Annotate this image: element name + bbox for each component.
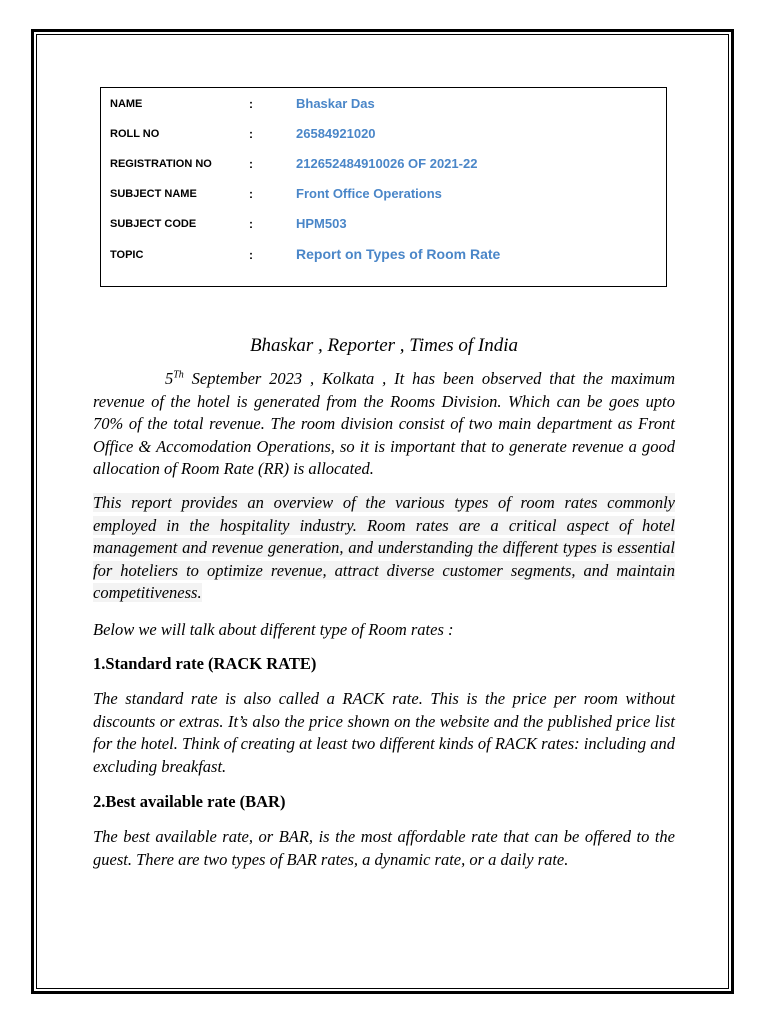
info-colon: : — [249, 127, 253, 141]
info-label: REGISTRATION NO — [110, 158, 212, 170]
student-info-box — [100, 87, 667, 287]
info-label: NAME — [110, 98, 143, 110]
section-heading-rack-rate: 1.Standard rate (RACK RATE) — [93, 654, 317, 673]
info-label: ROLL NO — [110, 128, 160, 140]
info-label: TOPIC — [110, 249, 144, 261]
intro-text: September 2023 , Kolkata , It has been observed that the maximum revenue of the hotel is generated from the Rooms Division. Which can be goes upto 70% of the total revenue. The room division consist of two main department as Front Office & Accomodation Operations, so it is important that to generate revenue a good allocation of Room Rate (RR) is allocated. — [93, 369, 675, 478]
info-row-roll-no — [101, 122, 666, 142]
info-value-subject-name: Front Office Operations — [296, 186, 442, 201]
info-row-subject-code — [101, 212, 666, 232]
intro-day-suffix: Th — [173, 369, 184, 381]
info-value-roll-no: 26584921020 — [296, 126, 376, 141]
info-value-subject-code: HPM503 — [296, 216, 347, 231]
info-colon: : — [249, 97, 253, 111]
intro-paragraph — [93, 368, 675, 481]
info-colon: : — [249, 187, 253, 201]
info-row-topic — [101, 243, 666, 263]
overview-paragraph — [93, 492, 675, 605]
info-value-registration-no: 212652484910026 OF 2021-22 — [296, 156, 478, 171]
intro-day: 5 — [165, 369, 174, 388]
info-row-subject-name — [101, 182, 666, 202]
info-row-name — [101, 92, 666, 112]
info-colon: : — [249, 157, 253, 171]
info-colon: : — [249, 217, 253, 231]
info-row-registration-no — [101, 152, 666, 172]
below-paragraph: Below we will talk about different type of Room rates : — [93, 620, 454, 639]
info-value-name: Bhaskar Das — [296, 96, 375, 111]
info-label: SUBJECT NAME — [110, 188, 197, 200]
section-text-rack-rate: The standard rate is also called a RACK rate. This is the price per room without discounts or extras. It’s also the price shown on the website and the published price list for the hotel. Think of creating at least two different kinds of RACK rates: including and excluding breakfast. — [93, 689, 675, 776]
overview-text: This report provides an overview of the various types of room rates commonly employed in the hospitality industry. Room rates are a critical aspect of hotel management and revenue generation, and understanding the different types is essential for hoteliers to optimize revenue, attract diverse customer segments, and maintain competitiveness. — [93, 493, 675, 602]
section-text-bar: The best available rate, or BAR, is the most affordable rate that can be offered to the guest. There are two types of BAR rates, a dynamic rate, or a daily rate. — [93, 827, 675, 869]
info-colon: : — [249, 248, 253, 262]
byline: Bhaskar , Reporter , Times of India — [249, 335, 519, 356]
info-value-topic: Report on Types of Room Rate — [296, 246, 501, 262]
section-heading-bar: 2.Best available rate (BAR) — [93, 792, 286, 811]
info-label: SUBJECT CODE — [110, 218, 197, 230]
